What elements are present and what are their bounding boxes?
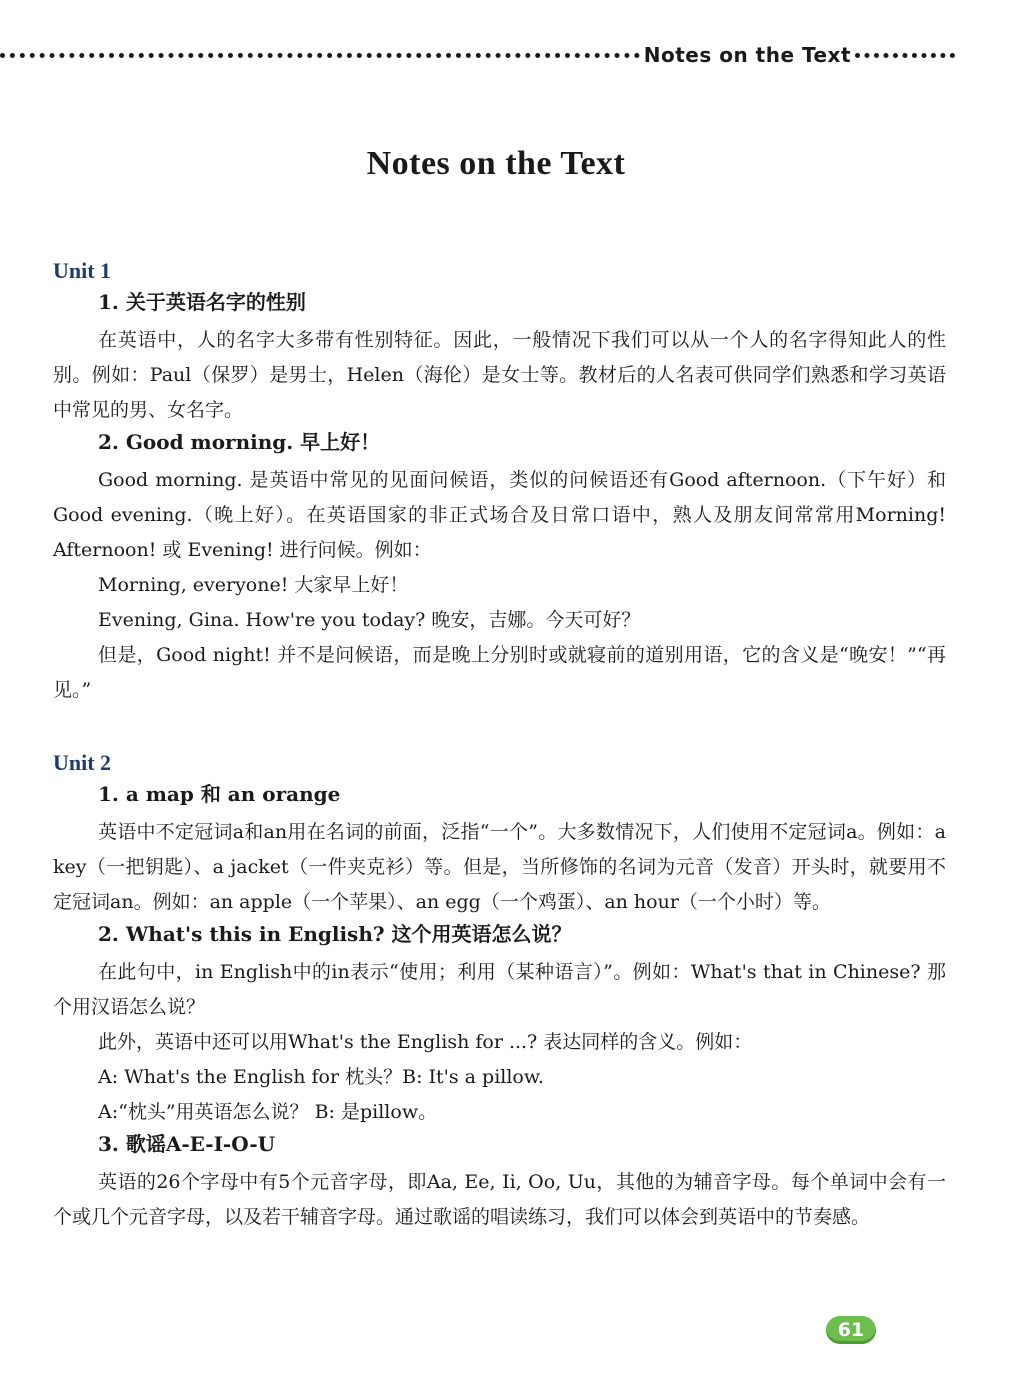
- note-heading: 3. 歌谣A-E-I-O-U: [98, 1132, 276, 1156]
- example-sentence: Morning, everyone! 大家早上好！: [98, 574, 409, 596]
- page-title: Notes on the Text: [366, 145, 626, 182]
- unit-section: [53, 750, 946, 1235]
- unit-heading: Unit 1: [53, 258, 112, 283]
- running-title: Notes on the Text: [643, 43, 851, 67]
- note-paragraph: 英语中不定冠词a和an用在名词的前面，泛指“一个”。大多数情况下，人们使用不定冠词a。例如：a key（一把钥匙）、a jacket（一件夹克衫）等。但是，当所修饰的名词为元音（发音）开头时，就要用不定冠词an。例如：an apple（一个苹果）、an egg（一个鸡蛋）、an hour（一个小时）等。: [53, 821, 946, 913]
- example-sentence: A: What's the English for 枕头？B: It's a pillow.: [98, 1066, 544, 1088]
- notes-content: [53, 258, 946, 1235]
- note-paragraph: 但是，Good night! 并不是问候语，而是晚上分别时或就寝前的道别用语，它的含义是“晚安！”“再见。”: [53, 644, 946, 701]
- header-dots-right: [855, 53, 955, 58]
- note-paragraph: 英语的26个字母中有5个元音字母，即Aa, Ee, Ii, Oo, Uu，其他的为辅音字母。每个单词中会有一个或几个元音字母，以及若干辅音字母。通过歌谣的唱读练习，我们可以体会到英语中的节奏感。: [53, 1171, 946, 1228]
- note-heading: 1. 关于英语名字的性别: [98, 290, 306, 314]
- unit-heading: Unit 2: [53, 750, 112, 775]
- note-heading: 1. a map 和 an orange: [98, 782, 341, 806]
- unit-section: [53, 258, 946, 708]
- header-dots-left: [0, 53, 640, 58]
- page-number-badge: 61: [826, 1316, 876, 1344]
- note-paragraph: Good morning. 是英语中常见的见面问候语，类似的问候语还有Good afternoon.（下午好）和Good evening.（晚上好）。在英语国家的非正式场合及日常口语中，熟人及朋友间常常用Morning! Afternoon! 或 Evening! 进行问候。例如：: [53, 469, 946, 561]
- example-sentence: A:“枕头”用英语怎么说？ B: 是pillow。: [98, 1101, 438, 1123]
- note-heading: 2. What's this in English? 这个用英语怎么说？: [98, 922, 572, 946]
- running-header: [0, 40, 955, 70]
- example-sentence: Evening, Gina. How're you today? 晚安，吉娜。今天可好？: [98, 609, 641, 631]
- note-heading: 2. Good morning. 早上好！: [98, 430, 381, 454]
- note-paragraph: 此外，英语中还可以用What's the English for ...? 表达同样的含义。例如：: [98, 1031, 753, 1053]
- note-paragraph: 在英语中，人的名字大多带有性别特征。因此，一般情况下我们可以从一个人的名字得知此人的性别。例如：Paul（保罗）是男士，Helen（海伦）是女士等。教材后的人名表可供同学们熟悉和学习英语中常见的男、女名字。: [53, 329, 946, 421]
- note-paragraph: 在此句中，in English中的in表示“使用；利用（某种语言）”。例如：What's that in Chinese? 那个用汉语怎么说？: [53, 961, 946, 1018]
